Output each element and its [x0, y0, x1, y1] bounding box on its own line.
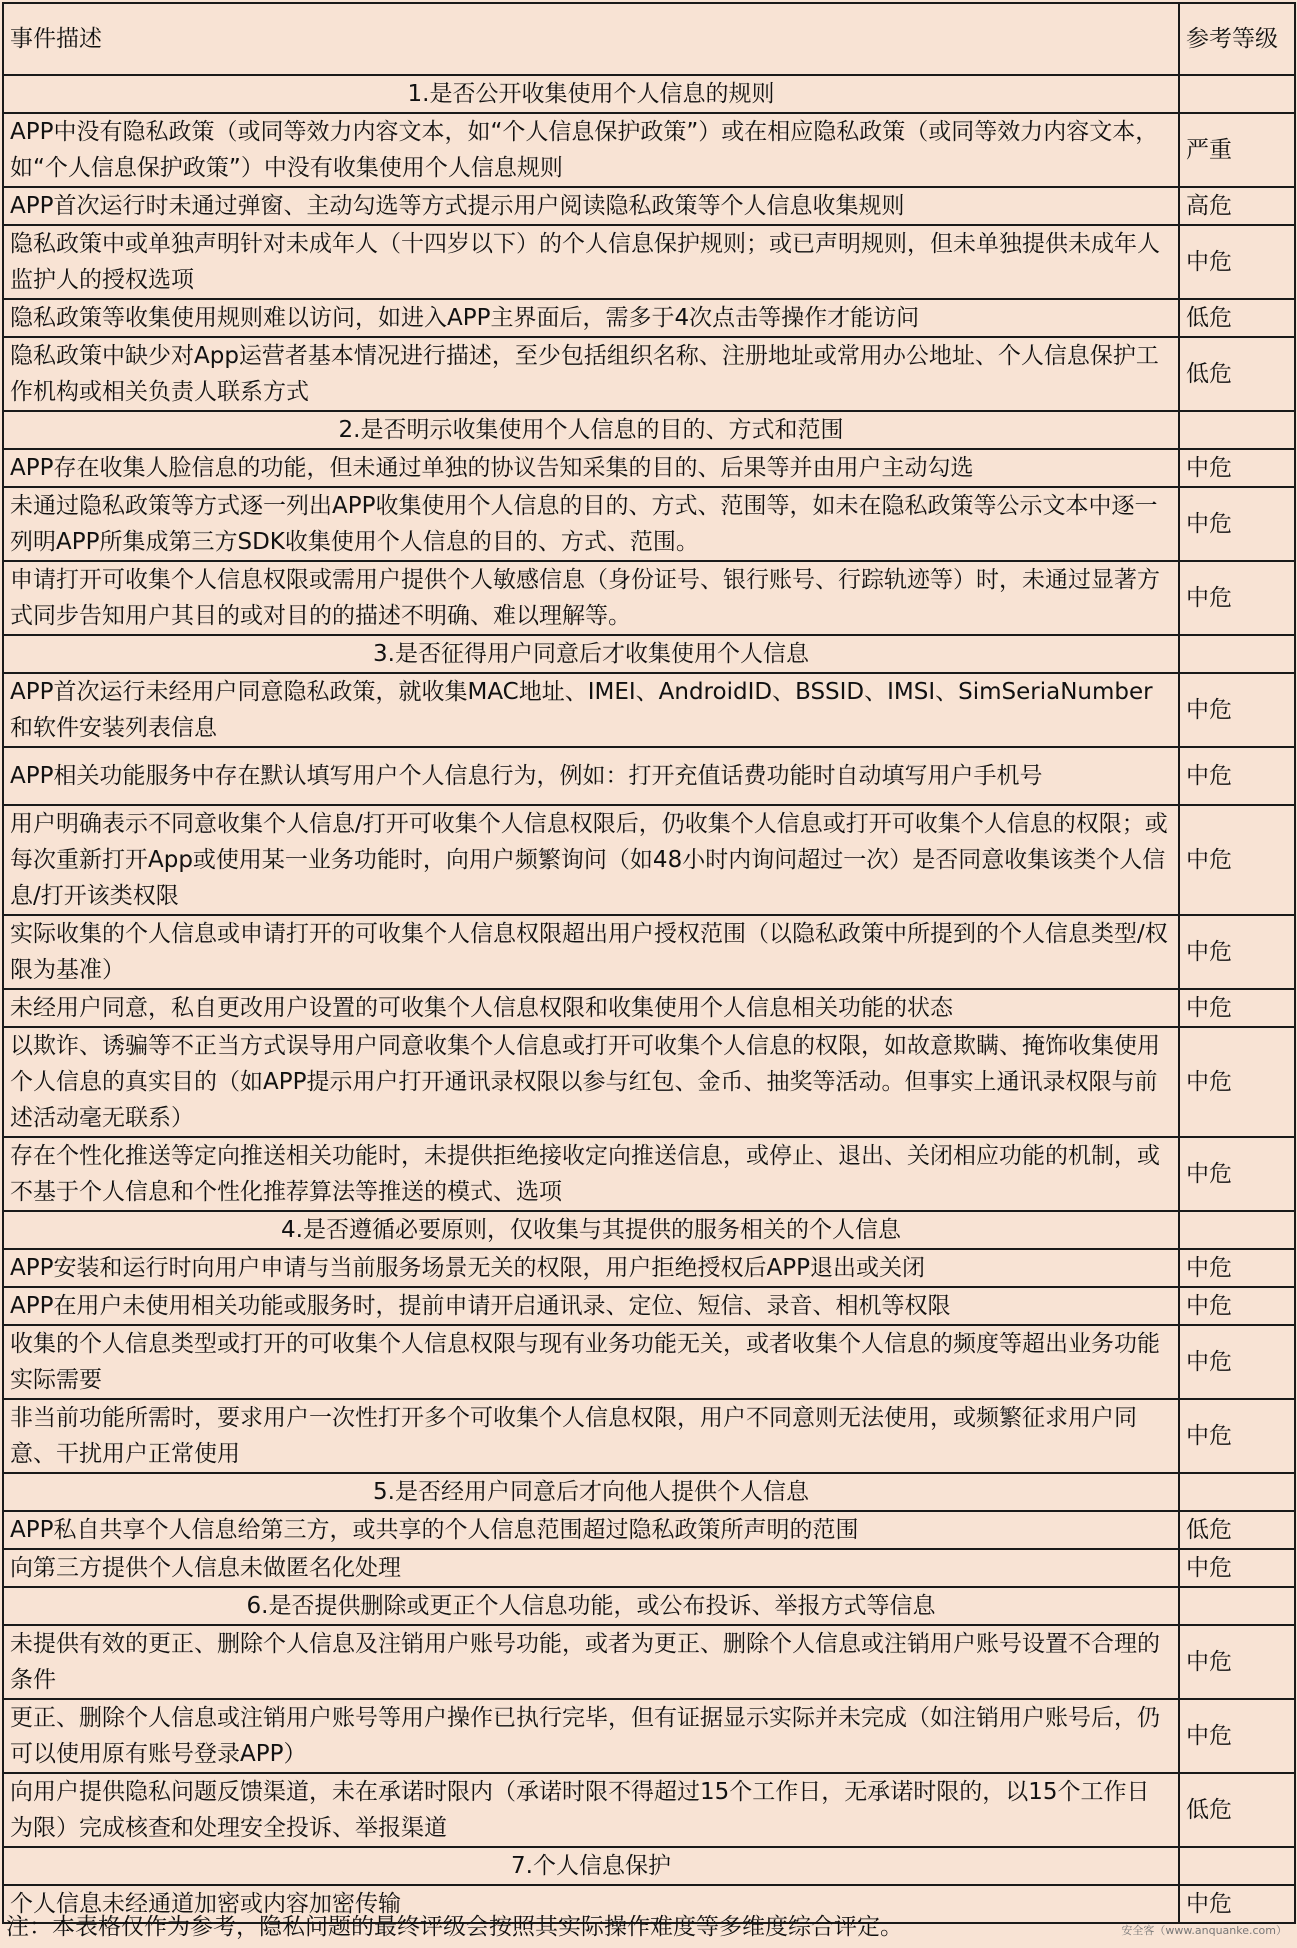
event-description: 更正、删除个人信息或注销用户账号等用户操作已执行完毕，但有证据显示实际并未完成（如注销用户账号后，仍可以使用原有账号登录APP） [3, 1699, 1179, 1773]
table-row [3, 1625, 1295, 1699]
table-row [3, 915, 1295, 989]
reference-level: 中危 [1179, 1625, 1295, 1699]
event-description: APP安装和运行时向用户申请与当前服务场景无关的权限，用户拒绝授权后APP退出或关闭 [3, 1249, 1179, 1287]
event-description: 实际收集的个人信息或申请打开的可收集个人信息权限超出用户授权范围（以隐私政策中所提到的个人信息类型/权限为基准） [3, 915, 1179, 989]
table-row [3, 1249, 1295, 1287]
table-row [3, 1399, 1295, 1473]
event-description: 隐私政策中或单独声明针对未成年人（十四岁以下）的个人信息保护规则；或已声明规则，但未单独提供未成年人监护人的授权选项 [3, 225, 1179, 299]
table-row [3, 337, 1295, 411]
table-row [3, 1137, 1295, 1211]
reference-level: 中危 [1179, 1399, 1295, 1473]
reference-level: 高危 [1179, 187, 1295, 225]
event-description: APP在用户未使用相关功能或服务时，提前申请开启通讯录、定位、短信、录音、相机等权限 [3, 1287, 1179, 1325]
event-description: 存在个性化推送等定向推送相关功能时，未提供拒绝接收定向推送信息，或停止、退出、关闭相应功能的机制，或不基于个人信息和个性化推荐算法等推送的模式、选项 [3, 1137, 1179, 1211]
reference-level: 严重 [1179, 113, 1295, 187]
event-description: APP相关功能服务中存在默认填写用户个人信息行为，例如：打开充值话费功能时自动填写用户手机号 [3, 747, 1179, 805]
table-row [3, 805, 1295, 915]
event-description: 隐私政策等收集使用规则难以访问，如进入APP主界面后，需多于4次点击等操作才能访问 [3, 299, 1179, 337]
event-description: APP首次运行时未通过弹窗、主动勾选等方式提示用户阅读隐私政策等个人信息收集规则 [3, 187, 1179, 225]
event-description: 向第三方提供个人信息未做匿名化处理 [3, 1549, 1179, 1587]
section-row [3, 411, 1295, 449]
event-description: 申请打开可收集个人信息权限或需用户提供个人敏感信息（身份证号、银行账号、行踪轨迹等）时，未通过显著方式同步告知用户其目的或对目的的描述不明确、难以理解等。 [3, 561, 1179, 635]
event-description: 未提供有效的更正、删除个人信息及注销用户账号功能，或者为更正、删除个人信息或注销用户账号设置不合理的条件 [3, 1625, 1179, 1699]
watermark: 安全客（www.anquanke.com） [1121, 1924, 1287, 1937]
table-body [3, 3, 1295, 1923]
section-level-empty [1179, 1473, 1295, 1511]
section-title: 7.个人信息保护 [3, 1847, 1179, 1885]
section-title: 6.是否提供删除或更正个人信息功能，或公布投诉、举报方式等信息 [3, 1587, 1179, 1625]
section-level-empty [1179, 1211, 1295, 1249]
event-description: 向用户提供隐私问题反馈渠道，未在承诺时限内（承诺时限不得超过15个工作日，无承诺时限的，以15个工作日为限）完成核查和处理安全投诉、举报渠道 [3, 1773, 1179, 1847]
reference-level: 中危 [1179, 989, 1295, 1027]
table-row [3, 1325, 1295, 1399]
reference-level: 中危 [1179, 1699, 1295, 1773]
section-level-empty [1179, 75, 1295, 113]
section-row [3, 1587, 1295, 1625]
table-row [3, 113, 1295, 187]
section-row [3, 1473, 1295, 1511]
section-row [3, 1847, 1295, 1885]
section-title: 2.是否明示收集使用个人信息的目的、方式和范围 [3, 411, 1179, 449]
table-row [3, 1287, 1295, 1325]
section-row [3, 635, 1295, 673]
section-title: 4.是否遵循必要原则，仅收集与其提供的服务相关的个人信息 [3, 1211, 1179, 1249]
table-row [3, 1773, 1295, 1847]
reference-level: 中危 [1179, 1137, 1295, 1211]
event-description: APP私自共享个人信息给第三方，或共享的个人信息范围超过隐私政策所声明的范围 [3, 1511, 1179, 1549]
event-description: APP首次运行未经用户同意隐私政策，就收集MAC地址、IMEI、AndroidID、BSSID、IMSI、SimSeriaNumber和软件安装列表信息 [3, 673, 1179, 747]
reference-level: 中危 [1179, 1287, 1295, 1325]
reference-level: 中危 [1179, 805, 1295, 915]
table-row [3, 1511, 1295, 1549]
event-description: 个人信息未经通道加密或内容加密传输 [3, 1885, 1179, 1923]
section-row [3, 75, 1295, 113]
table-row [3, 487, 1295, 561]
section-level-empty [1179, 1847, 1295, 1885]
table-row [3, 1549, 1295, 1587]
reference-level: 中危 [1179, 225, 1295, 299]
reference-level: 中危 [1179, 1249, 1295, 1287]
event-description: 用户明确表示不同意收集个人信息/打开可收集个人信息权限后，仍收集个人信息或打开可收集个人信息的权限；或每次重新打开App或使用某一业务功能时，向用户频繁询问（如48小时内询问超过一次）是否同意收集该类个人信息/打开该类权限 [3, 805, 1179, 915]
reference-level: 中危 [1179, 747, 1295, 805]
table-row [3, 1027, 1295, 1137]
table-row [3, 747, 1295, 805]
reference-level: 低危 [1179, 1511, 1295, 1549]
section-level-empty [1179, 635, 1295, 673]
header-reference-level: 参考等级 [1179, 3, 1295, 75]
reference-level: 中危 [1179, 561, 1295, 635]
event-description: 收集的个人信息类型或打开的可收集个人信息权限与现有业务功能无关，或者收集个人信息的频度等超出业务功能实际需要 [3, 1325, 1179, 1399]
reference-level: 中危 [1179, 915, 1295, 989]
section-title: 1.是否公开收集使用个人信息的规则 [3, 75, 1179, 113]
reference-level: 中危 [1179, 1027, 1295, 1137]
table-row [3, 225, 1295, 299]
reference-level: 低危 [1179, 1773, 1295, 1847]
table-row [3, 673, 1295, 747]
table-row [3, 1699, 1295, 1773]
reference-level: 低危 [1179, 299, 1295, 337]
header-event-description: 事件描述 [3, 3, 1179, 75]
reference-level: 中危 [1179, 1325, 1295, 1399]
table-row [3, 449, 1295, 487]
event-description: 非当前功能所需时，要求用户一次性打开多个可收集个人信息权限，用户不同意则无法使用，或频繁征求用户同意、干扰用户正常使用 [3, 1399, 1179, 1473]
event-description: 未通过隐私政策等方式逐一列出APP收集使用个人信息的目的、方式、范围等，如未在隐私政策等公示文本中逐一列明APP所集成第三方SDK收集使用个人信息的目的、方式、范围。 [3, 487, 1179, 561]
event-description: APP中没有隐私政策（或同等效力内容文本，如“个人信息保护政策”）或在相应隐私政策（或同等效力内容文本，如“个人信息保护政策”）中没有收集使用个人信息规则 [3, 113, 1179, 187]
footnote: 注：本表格仅作为参考，隐私问题的最终评级会按照其实际操作难度等多维度综合评定。 [6, 1914, 903, 1940]
table-row [3, 299, 1295, 337]
table-row [3, 187, 1295, 225]
table-header-row [3, 3, 1295, 75]
reference-level: 中危 [1179, 1885, 1295, 1923]
section-title: 5.是否经用户同意后才向他人提供个人信息 [3, 1473, 1179, 1511]
event-description: 以欺诈、诱骗等不正当方式误导用户同意收集个人信息或打开可收集个人信息的权限，如故意欺瞒、掩饰收集使用个人信息的真实目的（如APP提示用户打开通讯录权限以参与红包、金币、抽奖等活动。但事实上通讯录权限与前述活动毫无联系） [3, 1027, 1179, 1137]
risk-level-table [2, 2, 1296, 1924]
section-level-empty [1179, 1587, 1295, 1625]
event-description: 隐私政策中缺少对App运营者基本情况进行描述，至少包括组织名称、注册地址或常用办公地址、个人信息保护工作机构或相关负责人联系方式 [3, 337, 1179, 411]
section-row [3, 1211, 1295, 1249]
event-description: 未经用户同意，私自更改用户设置的可收集个人信息权限和收集使用个人信息相关功能的状态 [3, 989, 1179, 1027]
table-row [3, 561, 1295, 635]
reference-level: 中危 [1179, 1549, 1295, 1587]
table-row [3, 989, 1295, 1027]
reference-level: 中危 [1179, 673, 1295, 747]
section-level-empty [1179, 411, 1295, 449]
reference-level: 低危 [1179, 337, 1295, 411]
reference-level: 中危 [1179, 487, 1295, 561]
event-description: APP存在收集人脸信息的功能，但未通过单独的协议告知采集的目的、后果等并由用户主动勾选 [3, 449, 1179, 487]
reference-level: 中危 [1179, 449, 1295, 487]
section-title: 3.是否征得用户同意后才收集使用个人信息 [3, 635, 1179, 673]
